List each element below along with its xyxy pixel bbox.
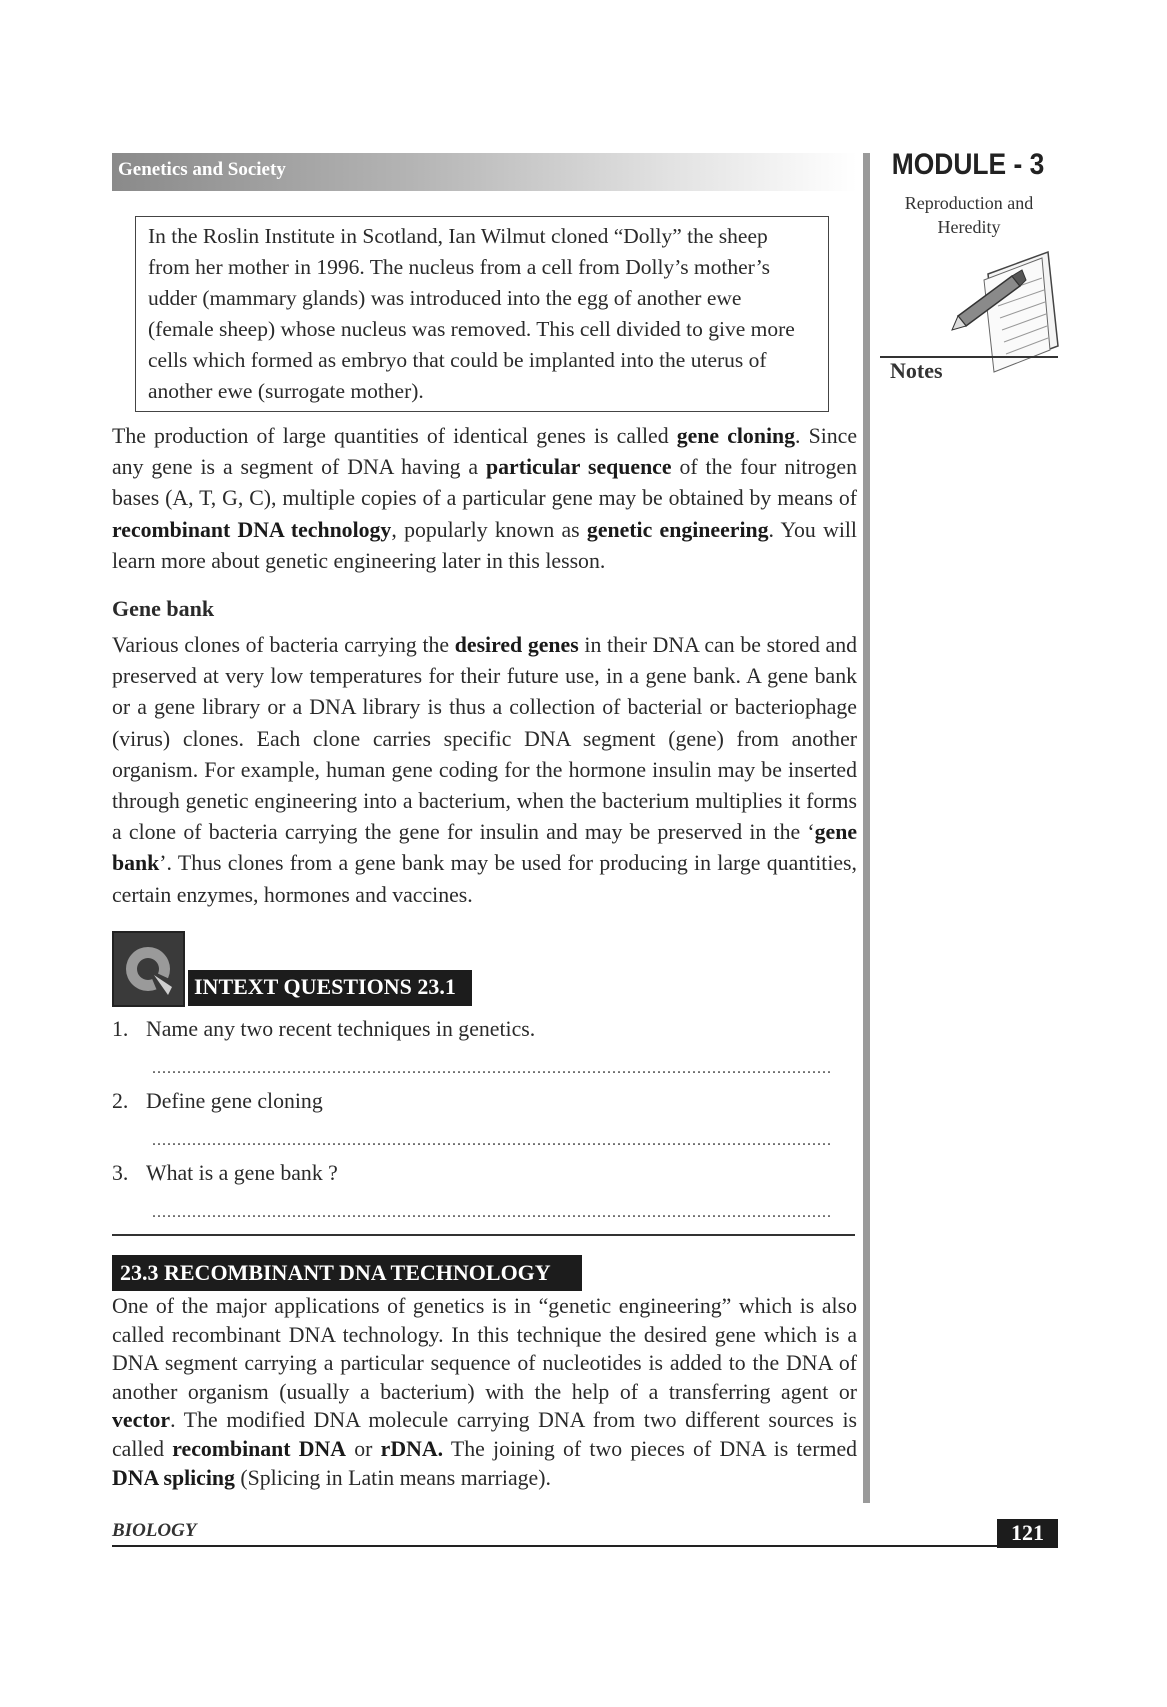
dolly-box-line-5: cells which formed as embryo that could be implanted into the uterus of (148, 348, 767, 372)
question-item (112, 1089, 323, 1114)
term-gene-bank: gene bank (112, 820, 857, 876)
term-particular-sequence: particular sequence (486, 455, 672, 480)
term-vector: vector (112, 1408, 171, 1433)
term-gene-cloning: gene cloning (676, 424, 796, 448)
rdna-paragraph (112, 1292, 857, 1492)
page-number: 121 (997, 1519, 1058, 1548)
section-heading: 23.3 RECOMBINANT DNA TECHNOLOGY (120, 1260, 551, 1285)
footer-subject: BIOLOGY (112, 1520, 197, 1541)
module-subtitle (890, 191, 1048, 239)
dolly-box-line-4: (female sheep) whose nucleus was removed. This cell divided to give more (148, 317, 795, 341)
text-run: in their DNA can be stored and preserved at very low temperatures for their future use, in a gene bank. A gene bank or a gene library or a DNA library is thus a collection of bacterial or bacteriophage (virus) clones. Each clone carries specific DNA segment (gene) from another organism. For example, human gene coding for the hormone insulin may be inserted through genetic engineering into a bacterium, when the bacterium multiplies it forms a clone of bacteria carrying the gene for insulin and may be preserved in the ‘ (112, 633, 857, 845)
text-run: One of the major applications of genetics is in “genetic engineering” which is also called recombinant DNA technology. In this technique the desired gene which is a DNA segment carrying a particular sequence of nucleotides is added to the DNA of another organism (usually a bacterium) with the help of a transferring agent or (112, 1294, 857, 1404)
text-run: The production of large quantities of identical genes is called (112, 424, 677, 448)
footer-rule (112, 1545, 1058, 1547)
section-title: Genetics and Society (118, 159, 286, 180)
question-item (112, 1161, 338, 1186)
term-recombinant-dna: recombinant DNA (172, 1436, 347, 1461)
gene-bank-paragraph (112, 630, 857, 911)
question-number: 3. (112, 1161, 129, 1185)
section-header-bar (112, 153, 857, 191)
answer-line[interactable]: ........................................................................................................................................ (152, 1132, 832, 1149)
question-text: Define gene cloning (146, 1089, 323, 1113)
text-run: ’. Thus clones from a gene bank may be used for producing in large quantities, certain enzymes, hormones and vaccines. (112, 851, 857, 907)
dolly-box-line-3: udder (mammary glands) was introduced into the egg of another ewe (148, 286, 742, 310)
term-recombinant-dna-technology: recombinant DNA technology (112, 517, 392, 542)
question-item (112, 1017, 535, 1042)
text-run: . The modified DNA molecule carrying DNA from two different sources is called (112, 1408, 857, 1461)
margin-divider (863, 153, 870, 1503)
text-run: The joining of two pieces of DNA is termed (443, 1436, 858, 1461)
question-number: 2. (112, 1089, 129, 1113)
intext-questions-title: INTEXT QUESTIONS 23.1 (194, 974, 456, 999)
text-run: Various clones of bacteria carrying the (112, 633, 455, 657)
term-rdna: rDNA. (380, 1436, 444, 1461)
module-subtitle-line-1: Reproduction and (904, 193, 1034, 213)
text-run: . Since any gene is a segment of DNA having a (112, 424, 857, 480)
section-heading-bar (112, 1255, 582, 1291)
answer-line[interactable]: ........................................................................................................................................ (152, 1060, 832, 1077)
text-run: of the four nitrogen bases (A, T, G, C), multiple copies of a particular gene may be obtained by means of (112, 455, 858, 511)
question-text: What is a gene bank ? (146, 1161, 338, 1185)
term-dna-splicing: DNA splicing (112, 1465, 235, 1490)
question-text: Name any two recent techniques in genetics. (146, 1017, 536, 1041)
notes-label: Notes (890, 358, 943, 383)
gene-cloning-paragraph (112, 421, 857, 577)
question-number: 1. (112, 1017, 129, 1041)
module-title: MODULE - 3 (891, 148, 1045, 181)
text-run: . You will learn more about genetic engineering later in this lesson. (112, 517, 857, 573)
section-divider (112, 1234, 855, 1236)
answer-line[interactable]: ........................................................................................................................................ (152, 1204, 832, 1221)
intext-questions-header (188, 970, 472, 1006)
text-run: , popularly known as (391, 517, 587, 542)
gene-bank-heading: Gene bank (112, 596, 215, 621)
term-desired-genes: desired genes (454, 633, 579, 657)
term-genetic-engineering: genetic engineering (586, 517, 769, 542)
dolly-box-line-1: In the Roslin Institute in Scotland, Ian Wilmut cloned “Dolly” the sheep (148, 224, 768, 248)
module-subtitle-line-2: Heredity (937, 217, 1001, 237)
dolly-box-line-2: from her mother in 1996. The nucleus from a cell from Dolly’s mother’s (148, 255, 770, 279)
dolly-box-line-6: another ewe (surrogate mother). (148, 379, 424, 403)
text-run: or (346, 1436, 381, 1461)
question-badge-icon (112, 931, 185, 1007)
text-run: (Splicing in Latin means marriage). (234, 1465, 551, 1490)
